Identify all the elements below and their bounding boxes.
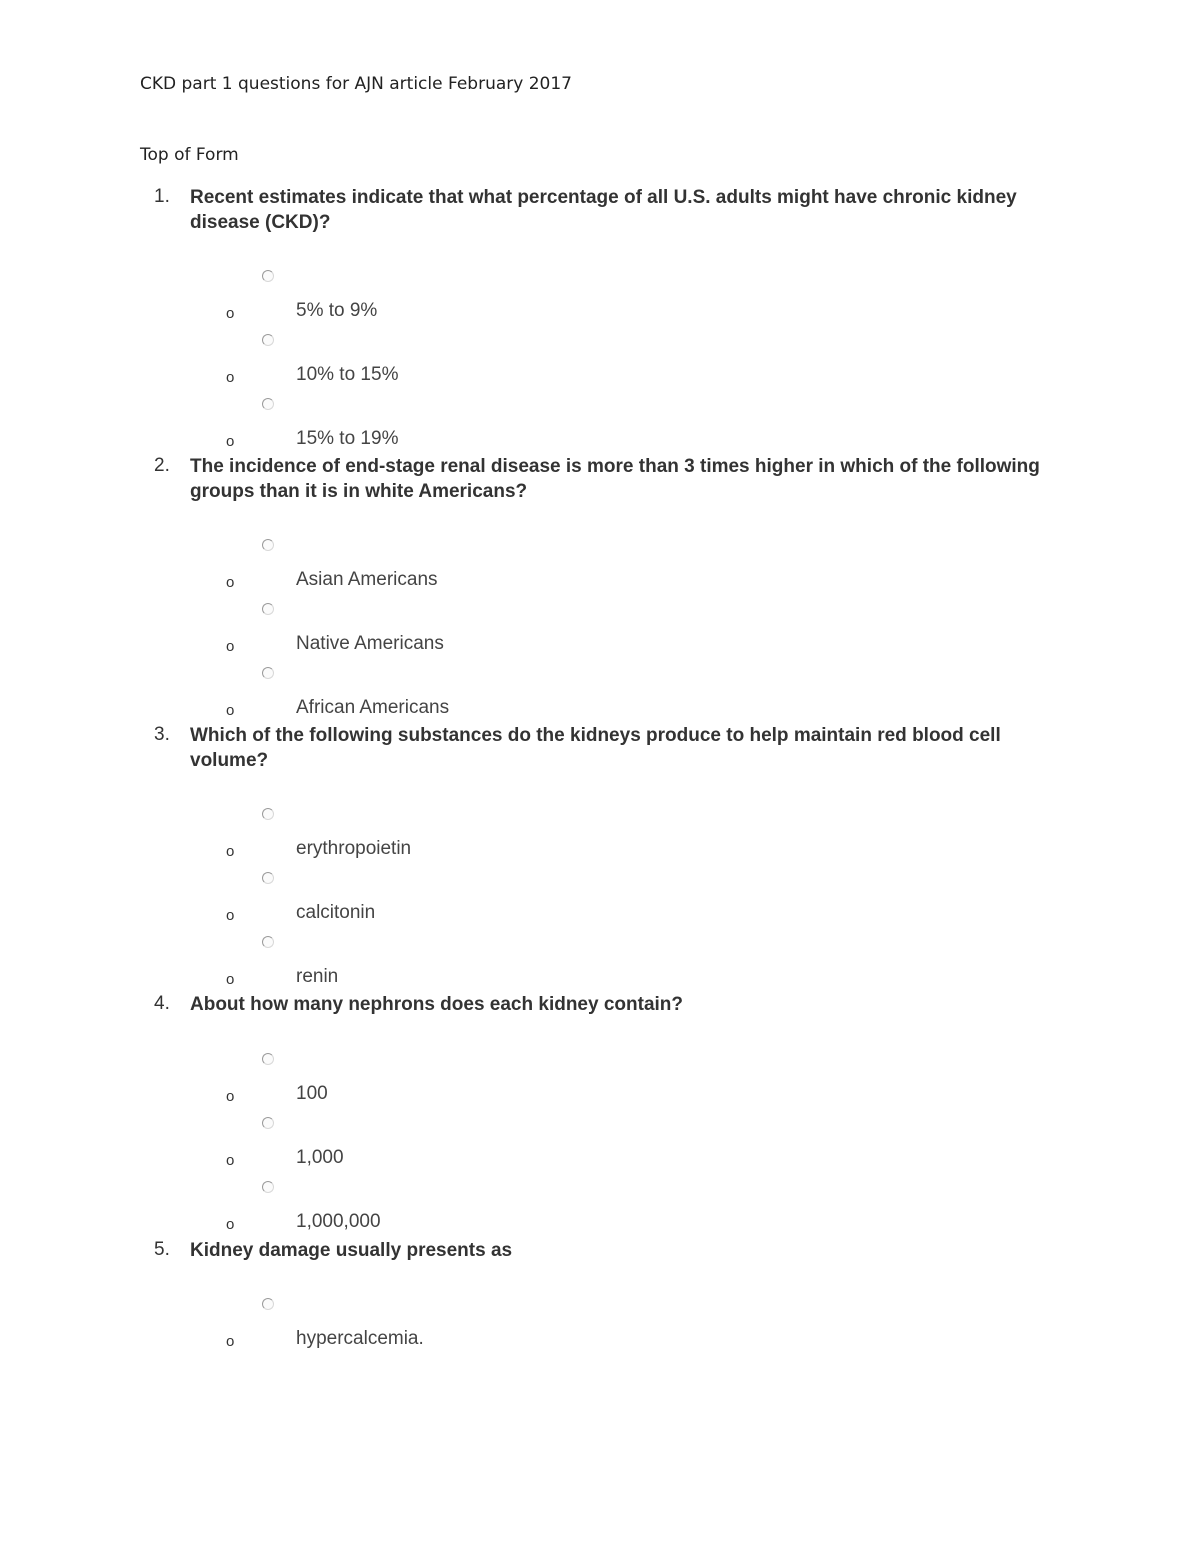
option-label: calcitonin — [296, 902, 376, 923]
radio-button[interactable] — [262, 808, 274, 820]
bullet-marker: o — [226, 843, 235, 860]
option-item — [0, 1181, 1200, 1241]
bullet-marker: o — [226, 971, 235, 988]
option-item — [0, 872, 1200, 932]
question-text: The incidence of end-stage renal disease is more than 3 times higher in which of the following groups than it is in white Americans? — [190, 456, 1040, 502]
radio-button[interactable] — [262, 539, 274, 551]
radio-button[interactable] — [262, 1181, 274, 1193]
radio-button[interactable] — [262, 1053, 274, 1065]
radio-button[interactable] — [262, 398, 274, 410]
radio-button[interactable] — [262, 1298, 274, 1310]
bullet-marker: o — [226, 433, 235, 450]
option-label: hypercalcemia. — [296, 1328, 424, 1349]
bullet-marker: o — [226, 1216, 235, 1233]
option-item — [0, 603, 1200, 663]
question-number: 5. — [154, 1239, 170, 1260]
option-item — [0, 270, 1200, 330]
bullet-marker: o — [226, 1152, 235, 1169]
radio-button[interactable] — [262, 603, 274, 615]
question-number: 3. — [154, 724, 170, 745]
option-item — [0, 667, 1200, 727]
option-label: 1,000,000 — [296, 1211, 381, 1232]
option-label: African Americans — [296, 697, 450, 718]
option-item — [0, 539, 1200, 599]
radio-button[interactable] — [262, 872, 274, 884]
radio-button[interactable] — [262, 936, 274, 948]
option-label: 10% to 15% — [296, 364, 399, 385]
option-item — [0, 936, 1200, 996]
document-title: CKD part 1 questions for AJN article February 2017 — [140, 74, 572, 94]
bullet-marker: o — [226, 369, 235, 386]
bullet-marker: o — [226, 702, 235, 719]
question-number: 4. — [154, 993, 170, 1014]
top-of-form-label: Top of Form — [140, 145, 239, 165]
question-text: About how many nephrons does each kidney contain? — [190, 994, 684, 1015]
option-item — [0, 1117, 1200, 1177]
option-label: Asian Americans — [296, 569, 438, 590]
radio-button[interactable] — [262, 1117, 274, 1129]
option-label: 100 — [296, 1083, 328, 1104]
question-text: Recent estimates indicate that what percentage of all U.S. adults might have chronic kidney disease (CKD)? — [190, 187, 1017, 233]
option-item — [0, 334, 1200, 394]
option-label: 1,000 — [296, 1147, 344, 1168]
bullet-marker: o — [226, 1333, 235, 1350]
question-text: Which of the following substances do the kidneys produce to help maintain red blood cell volume? — [190, 725, 1001, 771]
bullet-marker: o — [226, 305, 235, 322]
bullet-marker: o — [226, 1088, 235, 1105]
option-item — [0, 398, 1200, 458]
option-item — [0, 1298, 1200, 1358]
option-label: Native Americans — [296, 633, 444, 654]
radio-button[interactable] — [262, 667, 274, 679]
option-item — [0, 808, 1200, 868]
bullet-marker: o — [226, 907, 235, 924]
option-label: 15% to 19% — [296, 428, 399, 449]
bullet-marker: o — [226, 574, 235, 591]
question-text: Kidney damage usually presents as — [190, 1240, 513, 1261]
option-item — [0, 1053, 1200, 1113]
question-number: 2. — [154, 455, 170, 476]
radio-button[interactable] — [262, 270, 274, 282]
radio-button[interactable] — [262, 334, 274, 346]
option-label: renin — [296, 966, 339, 987]
option-label: erythropoietin — [296, 838, 412, 859]
question-number: 1. — [154, 186, 170, 207]
option-label: 5% to 9% — [296, 300, 378, 321]
bullet-marker: o — [226, 638, 235, 655]
